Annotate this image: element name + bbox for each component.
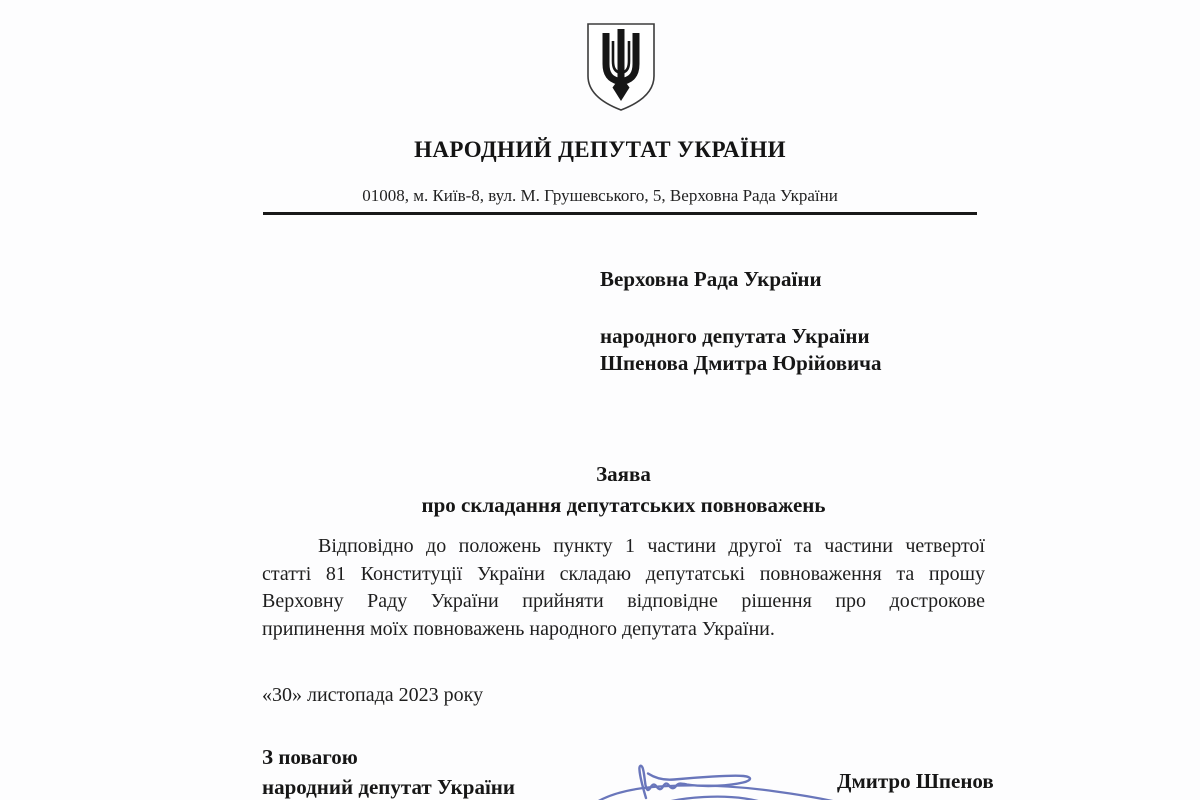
addressee-line: Верховна Рада України	[600, 267, 822, 291]
closing-salutation: З повагою	[262, 745, 358, 769]
closing-position: народний депутат України	[262, 775, 515, 799]
body-line: Відповідно до положень пункту 1 частини другої та частини четвертої	[318, 535, 985, 557]
ukraine-coat-of-arms-icon	[583, 20, 659, 114]
sender-address: 01008, м. Київ-8, вул. М. Грушевського, 5, Верховна Рада України	[362, 186, 838, 205]
body-line: Верховну Раду України прийняти відповідне рішення про дострокове	[262, 590, 985, 612]
subject-subtitle: про складання депутатських повноважень	[421, 493, 826, 517]
date-line: «30» листопада 2023 року	[262, 684, 484, 706]
addressee-line: Шпенова Дмитра Юрійовича	[600, 351, 882, 375]
closing-block	[262, 742, 515, 800]
body-line: припинення моїх повноважень народного депутата України.	[262, 617, 775, 640]
subject-block	[262, 459, 985, 521]
addressee-line: народного депутата України	[600, 324, 870, 348]
handwritten-signature	[575, 740, 855, 800]
addressee-block	[600, 266, 882, 377]
spacer	[600, 293, 882, 323]
body-line: статті 81 Конституції України складаю депутатські повноваження та прошу	[262, 562, 985, 585]
header-divider	[263, 212, 977, 215]
sender-title: НАРОДНИЙ ДЕПУТАТ УКРАЇНИ	[414, 137, 786, 162]
subject-title: Заява	[596, 462, 651, 486]
body-paragraph	[262, 533, 985, 643]
signer-name: Дмитро Шпенов	[837, 769, 994, 793]
